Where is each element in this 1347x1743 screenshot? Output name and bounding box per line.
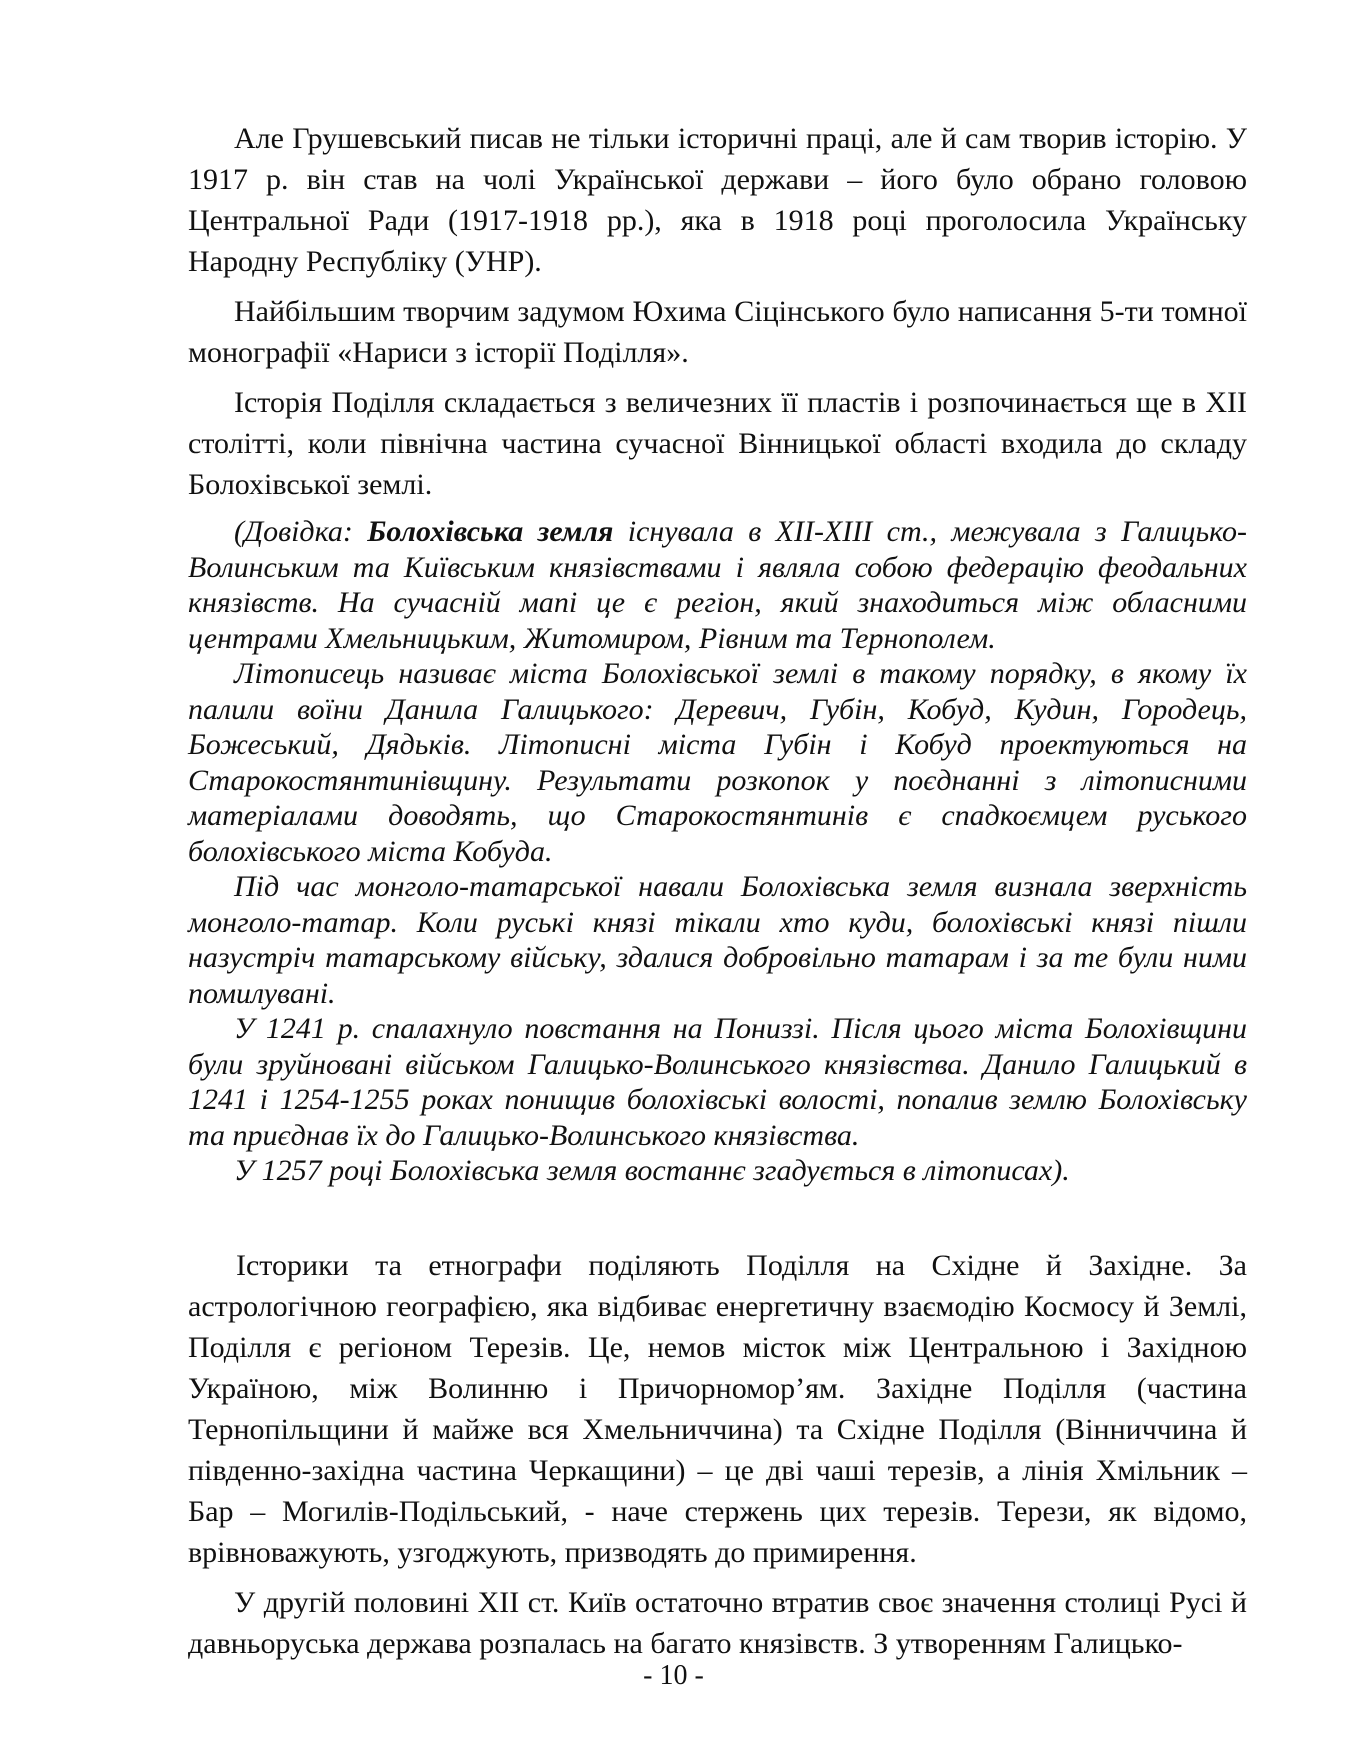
- note-paragraph-last-mention: У 1257 році Болохівська земля востаннє згадується в літописах).: [234, 1154, 1070, 1187]
- note-paragraph-definition: [188, 514, 1247, 656]
- document-page: [188, 118, 1247, 1673]
- note-term-bolokhiv-land: Болохівська земля: [367, 515, 614, 548]
- paragraph-kyiv-decline: У другій половині ХІІ ст. Київ остаточно втратив своє значення столиці Русі й давньоруська держава розпалась на багато князівств. З утворенням Галицько-: [188, 1585, 1247, 1660]
- note-prefix: (Довідка:: [234, 515, 368, 548]
- paragraph-podillia-history: Історія Поділля складається з величезних її пластів і розпочинається ще в ХІІ столітті, коли північна частина сучасної Вінницької області входила до складу Болохівської землі.: [188, 386, 1247, 501]
- note-paragraph-chronicle-cities: Літописець називає міста Болохівської землі в такому порядку, в якому їх палили воїни Данила Галицького: Деревич, Губін, Кобуд, Кудин, Городець, Божеський, Дядьків. Літописні міста Губін і Кобуд проектуються на Старокостянтинівщину. Результати розкопок у поєднанні з літописними матеріалами доводять, що Старокостянтинів є спадкоємцем руського болохівського міста Кобуда.: [188, 657, 1247, 868]
- note-paragraph-mongol-invasion: Під час монголо-татарської навали Болохівська земля визнала зверхність монголо-татар. Коли руські князі тікали хто куди, болохівські князі пішли назустріч татарському війську, здалися добровільно татарам і за те були ними помилувані.: [188, 870, 1247, 1010]
- page-number: - 10 -: [643, 1660, 704, 1691]
- reference-note: [188, 514, 1247, 1189]
- note-paragraph-uprising-1241: У 1241 р. спалахнуло повстання на Пониззі. Після цього міста Болохівщини були зруйновані військом Галицько-Волинського князівства. Данило Галицький в 1241 і 1254-1255 роках понищив болохівські волості, попалив землю Болохівську та приєднав їх до Галицько-Волинського князівства.: [188, 1012, 1247, 1152]
- paragraph-sitsinsky: Найбільшим творчим задумом Юхима Сіцінського було написання 5-ти томної монографії «Нариси з історії Поділля».: [188, 295, 1247, 369]
- paragraph-east-west-podillia: Історики та етнографи поділяють Поділля на Східне й Західне. За астрологічною географією, яка відбиває енергетичну взаємодію Космосу й Землі, Поділля є регіоном Терезів. Це, немов місток між Центральною і Західною Україною, між Волинню і Причорномор’ям. Західне Поділля (частина Тернопільщини й майже вся Хмельниччина) та Східне Поділля (Вінниччина й південно-західна частина Черкащини) – це дві чаші терезів, а лінія Хмільник – Бар – Могилів-Подільський, - наче стержень цих терезів. Терези, як відомо, врівноважують, узгоджують, призводять до примирення.: [188, 1248, 1247, 1569]
- paragraph-hrushevsky: Але Грушевський писав не тільки історичні праці, але й сам творив історію. У 1917 р. він став на чолі Української держави – його було обрано головою Центральної Ради (1917-1918 рр.), яка в 1918 році проголосила Українську Народну Республіку (УНР).: [188, 122, 1247, 278]
- note-definition-text: існувала в ХІІ-ХІІІ ст., межувала з Галицько-Волинським та Київським князівствами і являла собою федерацію феодальних князівств. На сучасній мапі це є регіон, який знаходиться між обласними центрами Хмельницьким, Житомиром, Рівним та Тернополем.: [188, 515, 1248, 655]
